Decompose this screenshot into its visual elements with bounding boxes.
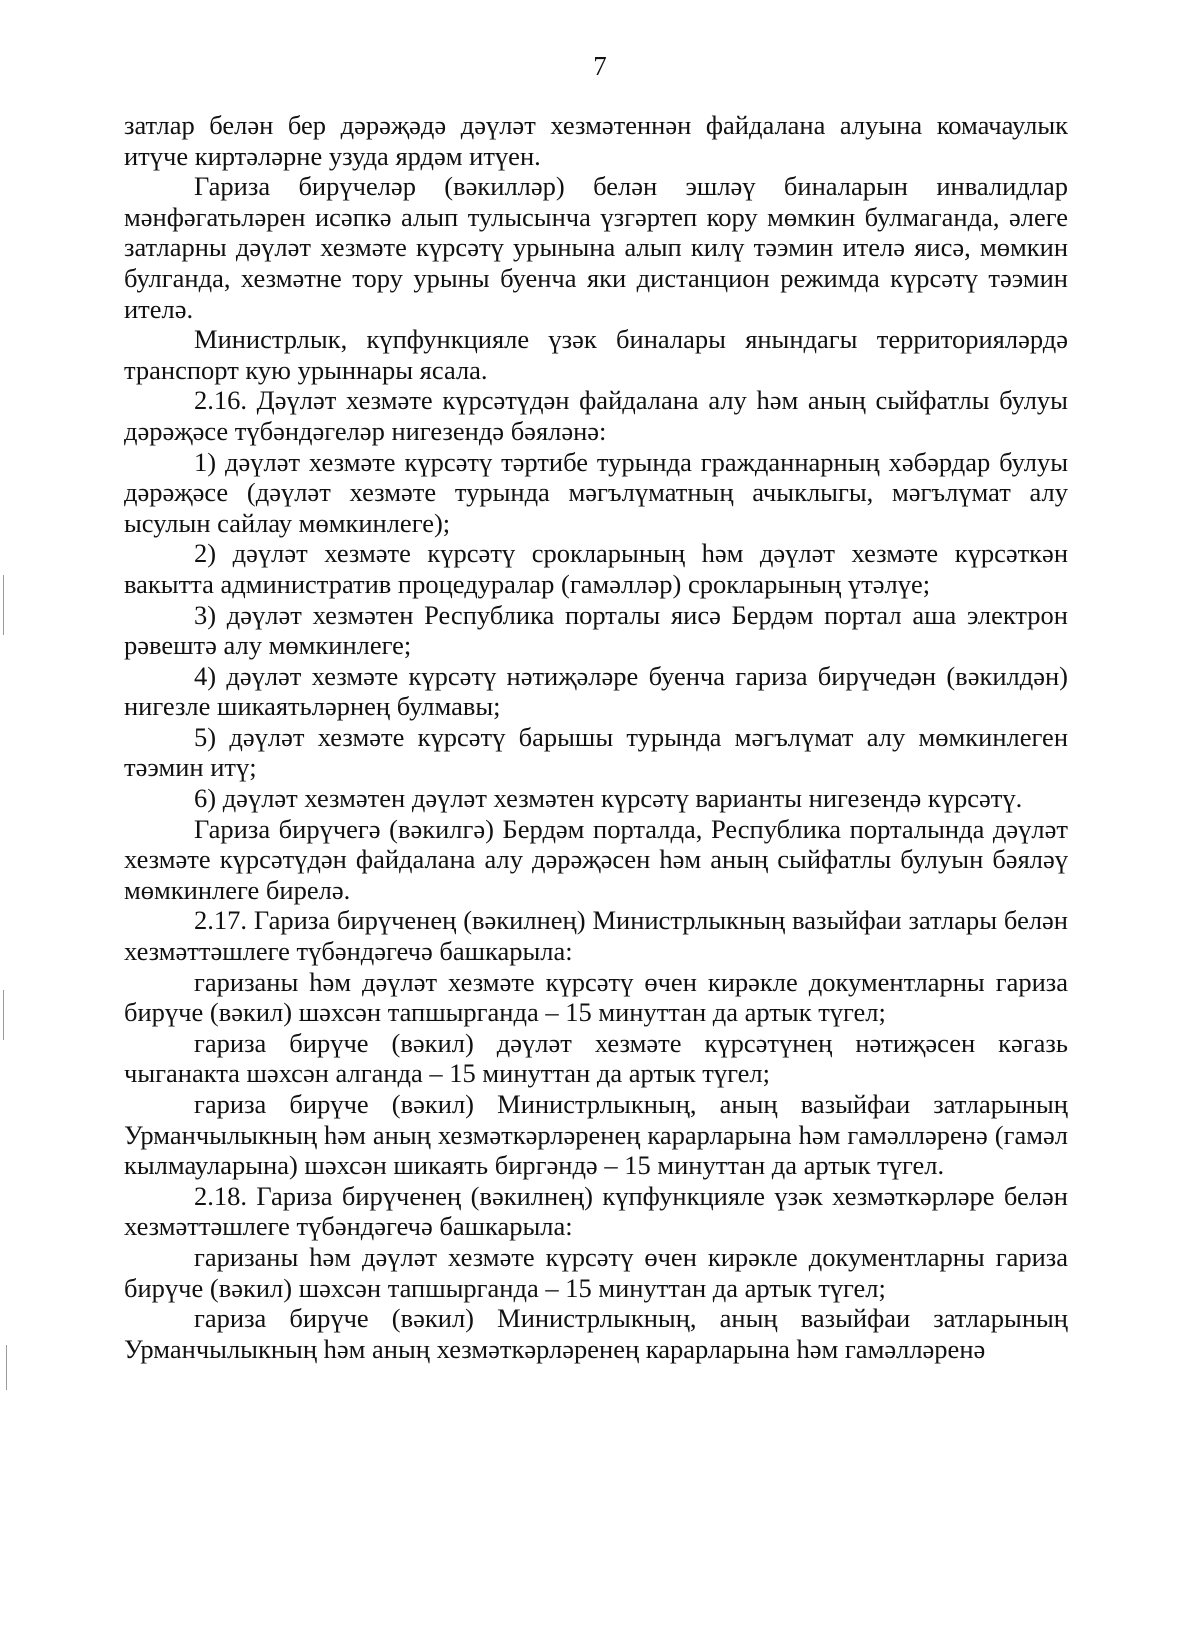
paragraph: 2.18. Гариза бирүченең (вәкилнең) күпфункцияле үзәк хезмәткәрләре белән хезмәттәшлеге түбәндәгечә башкарыла: xyxy=(124,1180,1068,1242)
scan-artifact-left-2 xyxy=(3,990,4,1040)
list-item: 3) дәүләт хезмәтен Республика порталы яисә Бердәм портал аша электрон рәвештә алу мөмкинлеге; xyxy=(124,599,1068,661)
paragraph: 2.17. Гариза бирүченең (вәкилнең) Министрлыкның вазыйфаи затлары белән хезмәттәшлеге түбәндәгечә башкарыла: xyxy=(124,905,1068,967)
paragraph: гаризаны һәм дәүләт хезмәте күрсәтү өчен кирәкле документларны гариза бирүче (вәкил) шәхсән тапшырганда – 15 минуттан да артык түгел; xyxy=(124,1241,1068,1303)
list-item: 5) дәүләт хезмәте күрсәтү барышы турында мәгълүмат алу мөмкинлеген тәэмин итү; xyxy=(124,721,1068,783)
paragraph: затлар белән бер дәрәҗәдә дәүләт хезмәтеннән файдалана алуына комачаулык итүче киртәләрне узуда ярдәм итүен. xyxy=(124,110,1068,171)
list-item: 1) дәүләт хезмәте күрсәтү тәртибе турында гражданнарның хәбәрдар булуы дәрәҗәсе (дәүләт хезмәте турында мәгълүматның ачыклыгы, мәгълүмат алу ысулын сайлау мөмкинлеге); xyxy=(124,446,1068,538)
paragraph: Гариза бирүчеләр (вәкилләр) белән эшләү биналарын инвалидлар мәнфәгатьләрен исәпкә алып тулысынча үзгәртеп кору мөмкин булмаганда, әлеге затларны дәүләт хезмәте күрсәтү урынына алып килү тәэмин ителә яисә, мөмкин булганда, хезмәтне тору урыны буенча яки дистанцион режимда күрсәтү тәэмин ителә. xyxy=(124,171,1068,324)
list-item: 4) дәүләт хезмәте күрсәтү нәтиҗәләре буенча гариза бирүчедән (вәкилдән) нигезле шикаятьләрнең булмавы; xyxy=(124,660,1068,722)
paragraph: 2.16. Дәүләт хезмәте күрсәтүдән файдалана алу һәм аның сыйфатлы булуы дәрәҗәсе түбәндәгеләр нигезендә бәяләнә: xyxy=(124,385,1068,446)
page-number: 7 xyxy=(593,51,607,81)
paragraph: гаризаны һәм дәүләт хезмәте күрсәтү өчен кирәкле документларны гариза бирүче (вәкил) шәхсән тапшырганда – 15 минуттан да артык түгел; xyxy=(124,966,1068,1028)
scan-artifact-left-1 xyxy=(3,575,4,635)
paragraph: Министрлык, күпфункцияле үзәк биналары янындагы территорияләрдә транспорт кую урыннары ясала. xyxy=(124,324,1068,385)
paragraph: гариза бирүче (вәкил) Министрлыкның, аның вазыйфаи затларының Урманчылыкның һәм аның хезмәткәрләренең карарларына һәм гамәлләренә (гамәл кылмауларына) шәхсән шикаять биргәндә – 15 минуттан да артык түгел. xyxy=(124,1089,1068,1181)
list-item: 6) дәүләт хезмәтен дәүләт хезмәтен күрсәтү варианты нигезендә күрсәтү. xyxy=(194,783,1023,814)
scan-artifact-left-3 xyxy=(6,1345,7,1390)
list-item: 2) дәүләт хезмәте күрсәтү срокларының һәм дәүләт хезмәте күрсәткән вакытта административ процедуралар (гамәлләр) срокларының үтәлүе; xyxy=(124,538,1068,599)
paragraph: Гариза бирүчегә (вәкилгә) Бердәм порталда, Республика порталында дәүләт хезмәте күрсәтүдән файдалана алу дәрәҗәсен һәм аның сыйфатлы булуын бәяләү мөмкинлеге бирелә. xyxy=(124,813,1068,905)
paragraph: гариза бирүче (вәкил) Министрлыкның, аның вазыйфаи затларының Урманчылыкның һәм аның хезмәткәрләренең карарларына һәм гамәлләренә xyxy=(124,1303,1068,1364)
paragraph: гариза бирүче (вәкил) дәүләт хезмәте күрсәтүнең нәтиҗәсен кәгазь чыганакта шәхсән алганда – 15 минуттан да артык түгел; xyxy=(124,1027,1068,1089)
document-body xyxy=(124,110,1068,1364)
